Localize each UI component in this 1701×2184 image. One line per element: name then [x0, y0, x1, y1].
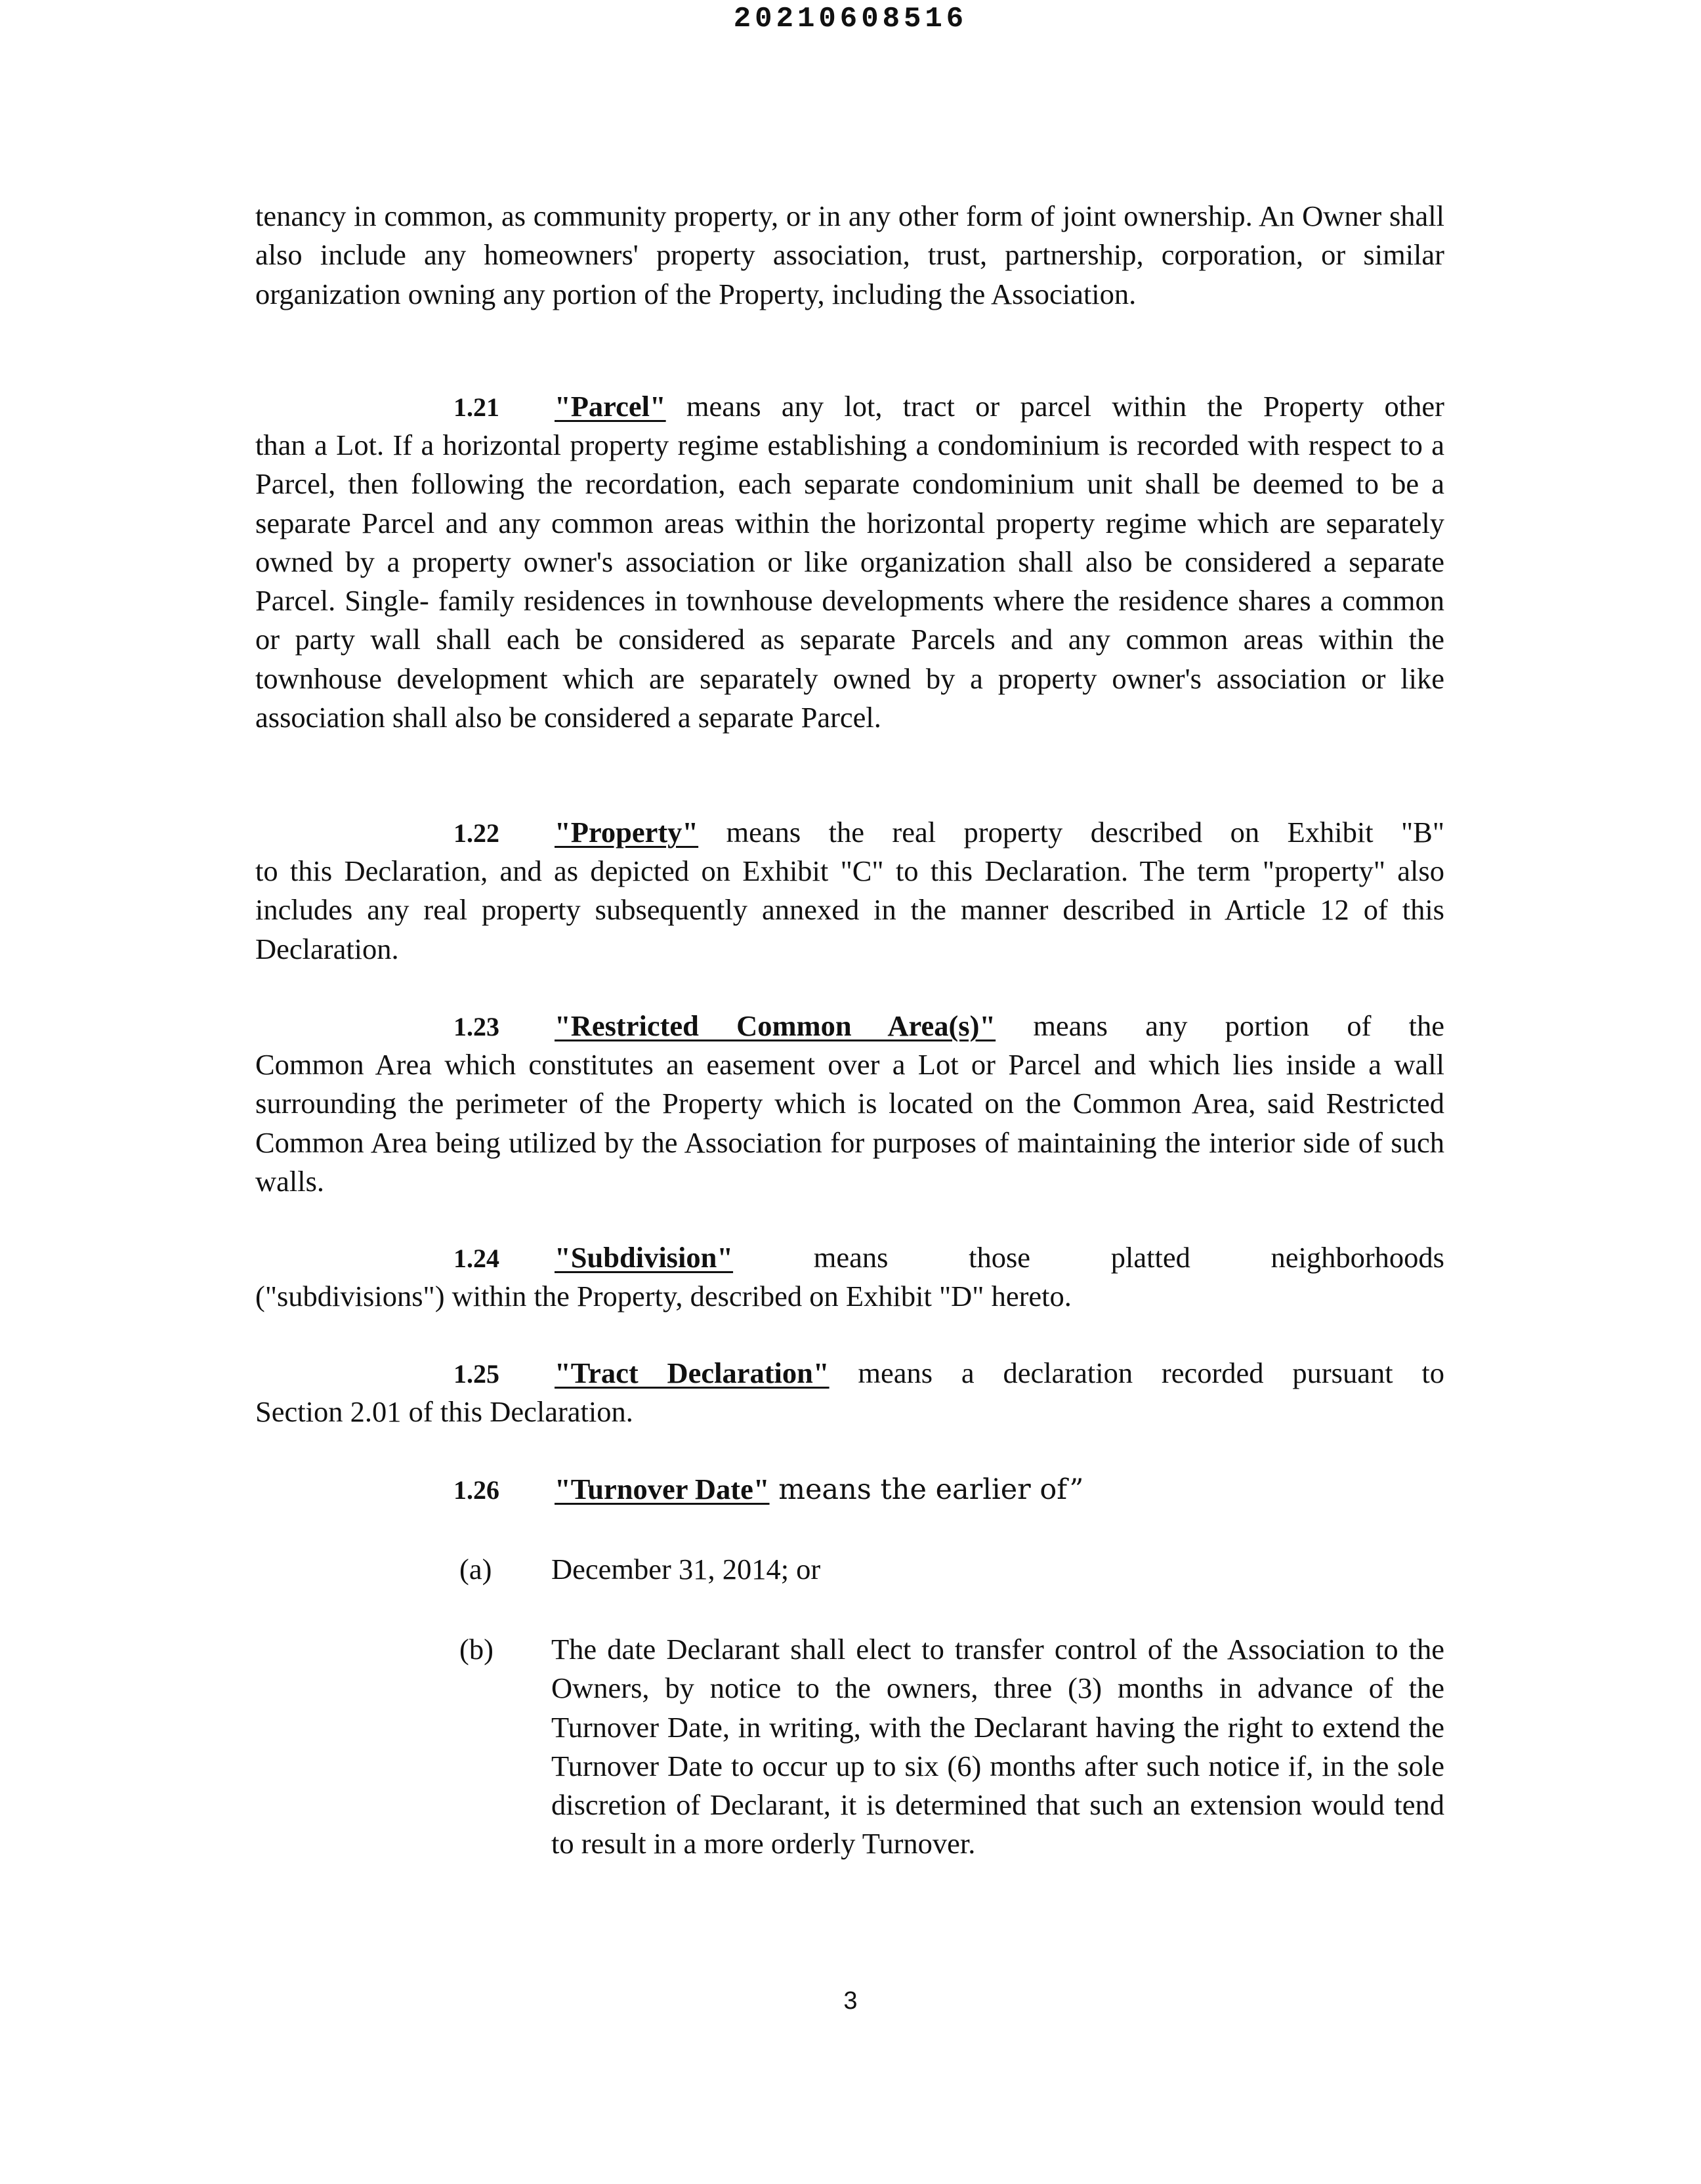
definition-1-22-body: to this Declaration, and as depicted on Exhibit "C" to this Declaration. The term "property" also includes any real property subsequently annexed in the manner described in Article 12 of this Declaration. — [255, 854, 1444, 965]
section-number: 1.24 — [453, 1244, 499, 1273]
definition-1-23-heading — [255, 1007, 1444, 1046]
defined-term: "Property" — [555, 816, 699, 849]
definition-lead-text: means the earlier of” — [769, 1473, 1084, 1506]
section-number: 1.22 — [453, 818, 499, 848]
subitem-b-label: (b) — [459, 1633, 494, 1666]
definition-1-24-body: ("subdivisions") within the Property, described on Exhibit "D" hereto. — [255, 1280, 1072, 1312]
defined-term: "Restricted Common Area(s)" — [555, 1009, 996, 1042]
definition-lead-text: means those platted neighborhoods — [733, 1241, 1444, 1274]
section-number: 1.26 — [453, 1475, 499, 1505]
document-number: 20210608516 — [733, 3, 968, 35]
subitem-b-text: The date Declarant shall elect to transfer control of the Association to the Owners, by notice to the owners, three (3) months in advance of the Turnover Date, in writing, with the Declarant having the right to extend the Turnover Date to occur up to six (6) months after such notice if, in the sole discretion of Declarant, it is determined that such an extension would tend to result in a more orderly Turnover. — [551, 1633, 1444, 1860]
section-number: 1.25 — [453, 1359, 499, 1389]
defined-term: "Subdivision" — [555, 1241, 734, 1274]
section-number: 1.23 — [453, 1012, 499, 1041]
defined-term: "Turnover Date" — [555, 1473, 770, 1505]
defined-term: "Parcel" — [555, 390, 666, 423]
carryover-paragraph: tenancy in common, as community property, or in any other form of joint ownership. An Owner shall also include any homeowners' property association, trust, partnership, corporation, or similar organization owning any portion of the Property, including the Association. — [255, 200, 1444, 310]
subitem-a-label: (a) — [459, 1553, 492, 1586]
subitem-a-text: December 31, 2014; or — [551, 1553, 821, 1586]
definition-1-23-body: Common Area which constitutes an easement over a Lot or Parcel and which lies inside a wall surrounding the perimeter of the Property which is located on the Common Area, said Restricted Common Area being utilized by the Association for purposes of maintaining the interior side of such walls. — [255, 1048, 1444, 1198]
definition-lead-text: means any portion of the — [996, 1009, 1444, 1042]
definition-1-26-heading — [255, 1470, 1444, 1509]
section-number: 1.21 — [453, 392, 499, 422]
definition-1-22-heading — [255, 813, 1444, 852]
defined-term: "Tract Declaration" — [555, 1356, 830, 1389]
page-number: 3 — [843, 1987, 858, 2015]
definition-lead-text: means any lot, tract or parcel within the Property other — [665, 390, 1444, 423]
definition-1-25-heading — [255, 1354, 1444, 1393]
definition-1-21-body: than a Lot. If a horizontal property regime establishing a condominium is recorded with respect to a Parcel, then following the recordation, each separate condominium unit shall be deemed to be a separate Parcel and any common areas within the horizontal property regime which are separately owned by a property owner's association or like organization shall also be considered a separate Parcel. Single- family residences in townhouse developments where the residence shares a common or party wall shall each be considered as separate Parcels and any common areas within the townhouse development which are separately owned by a property owner's association or like association shall also be considered a separate Parcel. — [255, 429, 1444, 734]
definition-1-21-heading — [255, 387, 1444, 427]
definition-lead-text: means the real property described on Exhibit "B" — [698, 816, 1444, 849]
definition-lead-text: means a declaration recorded pursuant to — [829, 1356, 1445, 1389]
definition-1-24-heading — [255, 1238, 1444, 1278]
definition-1-25-body: Section 2.01 of this Declaration. — [255, 1395, 633, 1428]
